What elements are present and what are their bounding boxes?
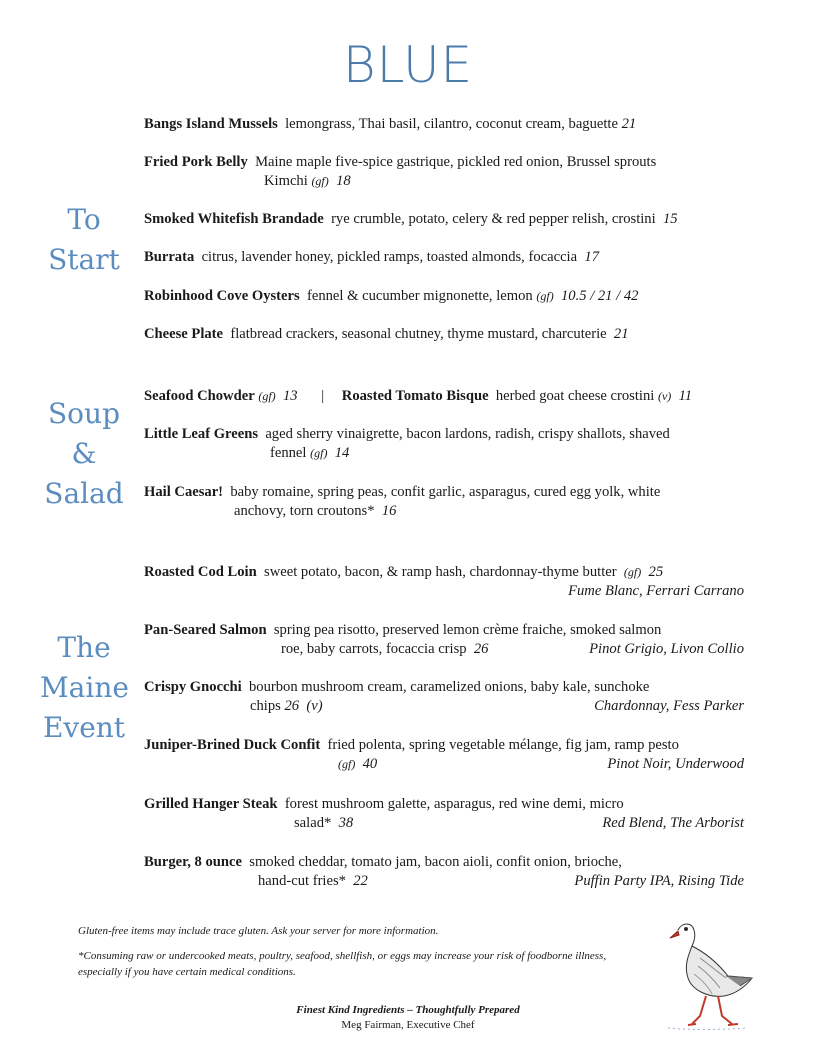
item-tag: (v)	[657, 389, 672, 403]
menu-item-pork-belly-cont	[264, 172, 351, 191]
item-name: Cheese Plate	[144, 326, 224, 342]
item-desc: flatbread crackers, seasonal chutney, thyme mustard, charcuterie	[230, 326, 607, 342]
item-name: Juniper-Brined Duck Confit	[144, 737, 321, 753]
item-desc: spring pea risotto, preserved lemon crème fraiche, smoked salmon	[273, 622, 662, 638]
item-desc-cont: chips	[250, 698, 281, 714]
item-desc: smoked cheddar, tomato jam, bacon aioli, confit onion, brioche,	[249, 854, 622, 870]
item-price: 11	[678, 388, 693, 404]
item-name: Crispy Gnocchi	[144, 679, 242, 695]
menu-item-gnocchi-cont	[250, 697, 323, 716]
menu-item-salmon-cont	[281, 640, 488, 659]
item-desc: fennel & cucumber mignonette, lemon	[306, 288, 533, 304]
section-title-line: Event	[42, 711, 126, 744]
item-price: 38	[338, 815, 354, 831]
item-name: Burger, 8 ounce	[144, 854, 242, 870]
item-name: Seafood Chowder	[144, 388, 255, 404]
item-price: 17	[584, 249, 599, 265]
gluten-note: Gluten-free items may include trace gluten. Ask your server for more information.	[78, 925, 439, 937]
menu-item-caesar-cont	[234, 502, 396, 521]
item-name: Roasted Tomato Bisque	[341, 388, 489, 404]
menu-item-salmon	[144, 621, 661, 640]
item-name: Robinhood Cove Oysters	[144, 288, 300, 304]
item-price: 22	[353, 873, 368, 889]
section-title-line: Maine	[40, 671, 129, 704]
item-desc-cont: anchovy, torn croutons*	[234, 503, 375, 519]
item-desc-cont: fennel	[270, 445, 307, 461]
wine-pairing: Puffin Party IPA, Rising Tide	[574, 873, 744, 889]
item-desc-cont: salad*	[294, 815, 332, 831]
item-name: Burrata	[144, 249, 195, 265]
item-price: 21	[621, 116, 637, 132]
item-name: Grilled Hanger Steak	[144, 796, 278, 812]
item-tag: (gf)	[338, 757, 356, 771]
section-title-line: &	[71, 437, 97, 470]
wine-pairing: Chardonnay, Fess Parker	[594, 698, 744, 714]
item-tag: (gf)	[536, 289, 554, 303]
item-price: 40	[362, 756, 378, 772]
menu-item-caesar	[144, 483, 660, 502]
item-name: Bangs Island Mussels	[144, 116, 278, 132]
menu-item-duck	[144, 736, 679, 755]
raw-food-disclaimer: *Consuming raw or undercooked meats, poultry, seafood, shellfish, or eggs may increase your risk of foodborne illness, especially if you have certain medical conditions.	[78, 950, 607, 978]
item-price: 26	[473, 641, 489, 657]
menu-item-soups	[144, 387, 692, 406]
item-price: 15	[662, 211, 678, 227]
section-title-maine-event	[40, 628, 128, 748]
menu-item-oysters	[144, 287, 638, 306]
menu-item-burger-cont	[258, 872, 368, 891]
section-title-to-start	[40, 200, 128, 280]
item-desc-cont: roe, baby carrots, focaccia crisp	[281, 641, 467, 657]
item-price: 16	[381, 503, 397, 519]
section-title-line: Start	[48, 243, 120, 276]
item-name: Hail Caesar!	[144, 484, 224, 500]
section-title-soup-salad	[40, 394, 128, 514]
menu-item-cheese-plate	[144, 325, 629, 344]
menu-item-duck-cont	[338, 755, 377, 774]
wine-pairing: Red Blend, The Arborist	[602, 815, 744, 831]
item-desc-cont: hand-cut fries*	[258, 873, 346, 889]
item-desc: lemongrass, Thai basil, cilantro, coconut cream, baguette	[285, 116, 618, 132]
item-price: 18	[336, 173, 351, 189]
item-desc: forest mushroom galette, asparagus, red wine demi, micro	[284, 796, 624, 812]
item-name: Smoked Whitefish Brandade	[144, 211, 324, 227]
section-title-line: Salad	[44, 477, 124, 510]
item-desc: baby romaine, spring peas, confit garlic, asparagus, cured egg yolk, white	[230, 484, 661, 500]
footer-tagline: Finest Kind Ingredients – Thoughtfully Prepared	[296, 1004, 520, 1016]
menu-item-brandade	[144, 210, 678, 229]
menu-item-burrata	[144, 248, 599, 267]
item-tag: (gf)	[310, 446, 328, 460]
item-name: Pan-Seared Salmon	[144, 622, 267, 638]
item-desc: Maine maple five-spice gastrique, pickled red onion, Brussel sprouts	[255, 154, 657, 170]
item-tag: (gf)	[311, 174, 329, 188]
item-price: 14	[334, 445, 350, 461]
section-title-line: To	[67, 203, 101, 236]
wine-pairing: Pinot Grigio, Livon Collio	[589, 641, 744, 657]
item-price: 26	[284, 698, 300, 714]
menu-item-steak-cont	[294, 814, 353, 833]
item-desc: citrus, lavender honey, pickled ramps, toasted almonds, focaccia	[201, 249, 578, 265]
item-name: Fried Pork Belly	[144, 154, 248, 170]
item-desc: herbed goat cheese crostini	[495, 388, 655, 404]
item-price: 10.5 / 21 / 42	[561, 288, 639, 304]
wine-pairing: Fume Blanc, Ferrari Carrano	[568, 583, 744, 599]
seagull-illustration	[648, 912, 758, 1034]
item-desc: bourbon mushroom cream, caramelized onions, baby kale, sunchoke	[249, 679, 650, 695]
item-tag: (gf)	[258, 389, 276, 403]
menu-item-mussels	[144, 115, 636, 134]
item-price: 13	[282, 388, 298, 404]
footer-chef: Meg Fairman, Executive Chef	[341, 1019, 475, 1031]
item-price: 25	[648, 564, 664, 580]
wine-pairing: Pinot Noir, Underwood	[607, 756, 744, 772]
menu-item-greens	[144, 425, 670, 444]
menu-item-pork-belly	[144, 153, 656, 172]
item-desc: fried polenta, spring vegetable mélange, fig jam, ramp pesto	[327, 737, 679, 753]
item-tag: (v)	[306, 698, 323, 714]
item-desc: aged sherry vinaigrette, bacon lardons, radish, crispy shallots, shaved	[265, 426, 670, 442]
menu-item-steak	[144, 795, 624, 814]
section-title-line: Soup	[48, 397, 120, 430]
item-name: Roasted Cod Loin	[144, 564, 257, 580]
restaurant-logo: BLUE	[342, 36, 474, 94]
section-title-line: The	[57, 631, 111, 664]
menu-item-cod	[144, 563, 663, 582]
menu-item-greens-cont	[270, 444, 349, 463]
menu-item-gnocchi	[144, 678, 649, 697]
item-price: 21	[613, 326, 629, 342]
item-desc-cont: Kimchi	[264, 173, 308, 189]
item-name: Little Leaf Greens	[144, 426, 259, 442]
item-tag: (gf)	[623, 565, 642, 579]
item-desc: rye crumble, potato, celery & red pepper relish, crostini	[331, 211, 656, 227]
item-desc: sweet potato, bacon, & ramp hash, chardonnay-thyme butter	[264, 564, 617, 580]
soup-divider: |	[321, 388, 325, 404]
menu-item-burger	[144, 853, 622, 872]
